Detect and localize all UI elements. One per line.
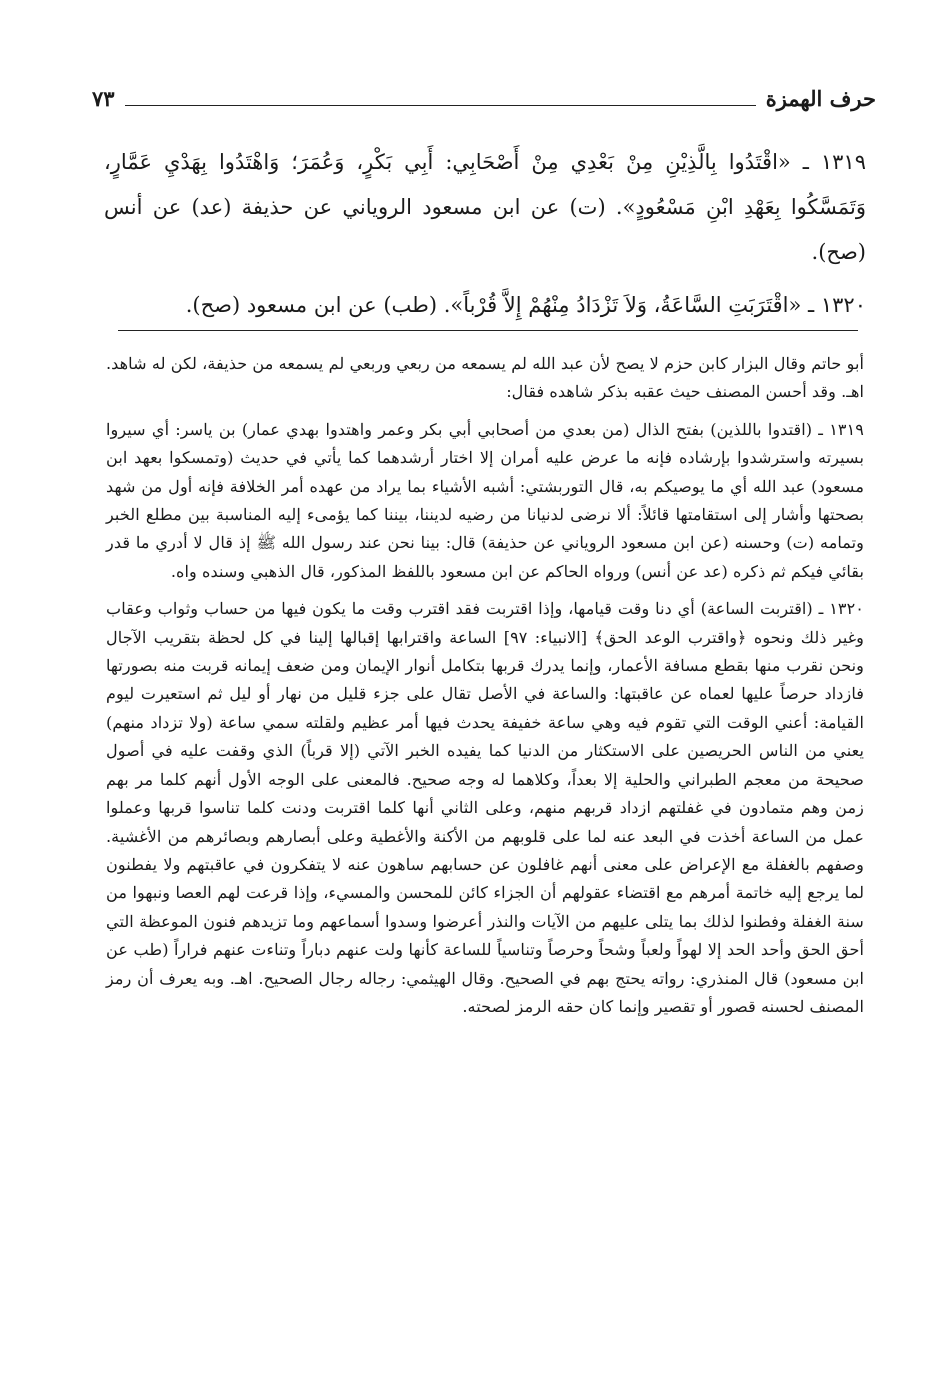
hadith-1320: ١٣٢٠ ـ «اقْتَرَبَتِ السَّاعَةُ، وَلاَ تَزْدَادُ مِنْهُمْ إِلاَّ قُرْباً». (طب) عن ابن مسعود (صح). [185, 293, 866, 317]
hadith-text-section [104, 140, 866, 336]
commentary-section [106, 350, 864, 1030]
running-header [92, 78, 876, 118]
header-rule [125, 105, 756, 106]
hadith-1319: ١٣١٩ ـ «اقْتَدُوا بِالَّذِيْنِ مِنْ بَعْدِي مِنْ أَصْحَابِي: أَبِي بَكْرٍ، وَعُمَرَ؛ وَاهْتَدُوا بِهَدْيِ عَمَّارٍ، وَتَمَسَّكُوا بِعَهْدِ ابْنِ مَسْعُودٍ». (ت) عن ابن مسعود الروياني عن حذيفة (عد) عن أنس (صح). [104, 150, 866, 264]
section-divider [118, 330, 858, 331]
commentary-paragraph-1320: ١٣٢٠ ـ (اقتربت الساعة) أي دنا وقت قيامها، وإذا اقتربت فقد اقترب وقت ما يكون فيها من حساب وثواب وعقاب وغير ذلك ونحوه ﴿واقترب الوعد الحق﴾ [الانبياء: ٩٧] الساعة واقترابها إقبالها إلينا في كل لحظة بتقريب الآجال ونحن نقرب منها بقطع مسافة الأعمار، وإنما يدرك قربها بتكامل أنوار الإيمان ومن ضعف إيمانه قربت منه بصورتها فازداد حرصاً عليها لعماه عن عاقبتها: والساعة في الأصل تقال على جزء قليل من نهار أو ليل ثم استعيرت ليوم القيامة: أعني الوقت التي تقوم فيه وهي ساعة خفيفة يحدث فيها أمر عظيم ولقلته سمي ساعة (ولا تزداد منهم) يعني من الناس الحريصين على الاستكثار من الدنيا كما يفيده الخبر الآتي (إلا قرباً) الذي وقفت عليه في أصول صحيحة من معجم الطبراني والحلية إلا بعداً، وكلاهما له وجه صحيح. فالمعنى على الوجه الأول أنهم كلما مر بهم زمن وهم متمادون في غفلتهم ازداد قربهم منهم، وعلى الثاني أنها كلما اقتربت ودنت كلما تناسوا قربها وعملوا عمل من الساعة أخذت في البعد عنه لما على قلوبهم من الأكنة والأغطية وعلى أبصارهم وبصائرهم من الأغشية. وصفهم بالغفلة مع الإعراض على معنى أنهم غافلون عن حسابهم ساهون عنه لا يتفكرون في عاقبتهم ولا يفطنون لما يرجع إليه خاتمة أمرهم مع اقتضاء عقولهم أن الجزاء كائن للمحسن والمسيء، وإذا قرعت لهم العصا ونبهوا من سنة الغفلة وفطنوا لذلك بما يتلى عليهم من الآيات والنذر أعرضوا وسدوا أسماعهم وما تزيدهم فنون الموعظة التي أحق الحق وأحد الحد إلا لهواً ولعباً وشحاً وحرصاً وتناسياً للساعة كأنها ولت عنهم دباراً وتناءت عنهم فراراً (طب عن ابن مسعود) قال المنذري: رواته يحتج بهم في الصحيح. وقال الهيثمي: رجاله رجال الصحيح. اهـ. وبه يعرف أن رمز المصنف لحسنه قصور أو تقصير وإنما كان حقه الرمز لصحته. [106, 599, 864, 1016]
commentary-paragraph-1319: ١٣١٩ ـ (اقتدوا باللذين) بفتح الذال (من بعدي من أصحابي أبي بكر وعمر واهتدوا بهدي عمار) بن ياسر: أي سيروا بسيرته واسترشدوا بإرشاده فإنه ما عرض عليه أمران إلا اختار أرشدهما كما يأتي في حديث (وتمسكوا بعهد ابن مسعود) عبد الله أي ما يوصيكم به، قال التوربشتي: أشبه الأشياء بما يراد من عهده أمر الخلافة فإنه أول من شهد بصحتها وأشار إلى استقامتها قائلاً: ألا نرضى لدنيانا من رضيه لديننا، بيننا كما يؤمىء إليه المناسبة بين مطلع الخبر وتمامه (ت) وحسنه (عن ابن مسعود الروياني عن حذيفة) قال: بينا نحن عند رسول الله ﷺ إذ قال لا أدري ما قدر بقائي فيكم ثم ذكره (عد عن أنس) ورواه الحاكم عن ابن مسعود باللفظ المذكور، قال الذهبي وسنده واه. [106, 419, 864, 581]
commentary-paragraph-continuation: أبو حاتم وقال البزار كابن حزم لا يصح لأن عبد الله لم يسمعه من ربعي وربعي لم يسمعه من حذيفة، لكن له شاهد. اهـ. وقد أحسن المصنف حيث عقبه بذكر شاهده فقال: [106, 354, 864, 402]
chapter-title: حرف الهمزة [765, 85, 876, 111]
page-number: ٧٣ [92, 85, 115, 111]
